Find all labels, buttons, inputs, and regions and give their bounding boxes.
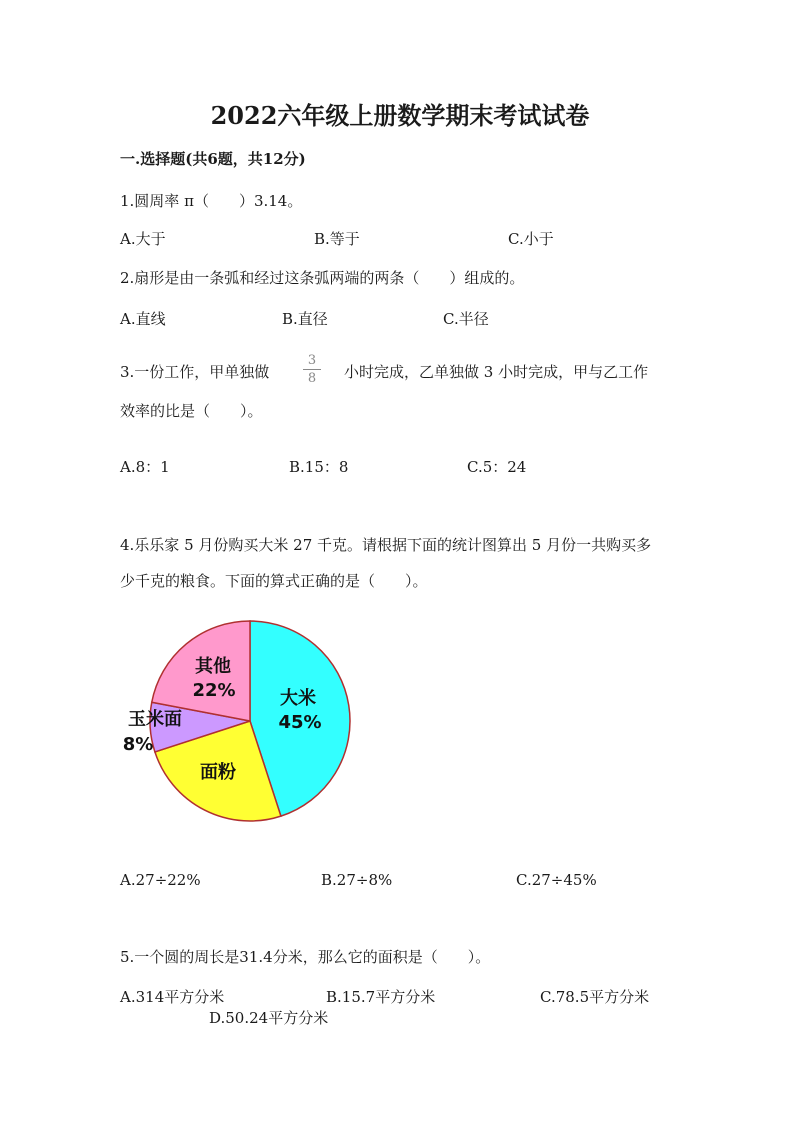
q5-option-d[interactable]: D.50.24平方分米: [209, 1009, 329, 1027]
question-3-part1: 3.一份工作，甲单独做: [120, 363, 270, 381]
pie-label-3: 玉米面: [128, 709, 182, 730]
q5-option-b[interactable]: B.15.7平方分米: [326, 988, 436, 1006]
pie-label-2: 面粉: [200, 762, 236, 783]
q1-option-a[interactable]: A.大于: [120, 230, 166, 248]
q2-option-c[interactable]: C.半径: [443, 310, 489, 328]
q2-option-b[interactable]: B.直径: [282, 310, 328, 328]
q5-option-c[interactable]: C.78.5平方分米: [540, 988, 650, 1006]
q4-option-b[interactable]: B.27÷8%: [321, 871, 393, 889]
q3-option-c[interactable]: C.5：24: [467, 458, 527, 476]
pie-value-label-1: 45%: [278, 712, 322, 733]
question-1: 1.圆周率 π（ ）3.14。: [120, 192, 303, 210]
q2-option-a[interactable]: A.直线: [120, 310, 166, 328]
question-2: 2.扇形是由一条弧和经过这条弧两端的两条（ ）组成的。: [120, 269, 525, 287]
grain-pie-chart: [118, 618, 358, 828]
page-title: 2022六年级上册数学期末考试试卷: [210, 101, 590, 130]
fraction-denominator: 8: [307, 371, 317, 386]
question-3-line2: 效率的比是（ ）。: [120, 402, 263, 420]
question-4-line2: 少千克的粮食。下面的算式正确的是（ ）。: [120, 572, 428, 590]
pie-label-1: 大米: [280, 688, 316, 709]
question-4-line1: 4.乐乐家 5 月份购买大米 27 千克。请根据下面的统计图算出 5 月份一共购买多: [120, 536, 652, 554]
q4-option-a[interactable]: A.27÷22%: [120, 871, 201, 889]
question-5: 5.一个圆的周长是31.4分米，那么它的面积是（ ）。: [120, 948, 491, 966]
section-heading: 一.选择题(共6题，共12分): [120, 150, 306, 168]
question-3-part2: 小时完成，乙单独做 3 小时完成，甲与乙工作: [344, 363, 649, 381]
q5-option-a[interactable]: A.314平方分米: [120, 988, 225, 1006]
pie-label-4: 其他: [195, 656, 231, 677]
q4-option-c[interactable]: C.27÷45%: [516, 871, 597, 889]
q3-option-b[interactable]: B.15：8: [289, 458, 349, 476]
pie-value-label-3: 8%: [122, 734, 154, 755]
q1-option-c[interactable]: C.小于: [508, 230, 554, 248]
pie-value-label-4: 22%: [192, 680, 236, 701]
fraction-numerator: 3: [307, 353, 317, 368]
fraction-bar: [303, 369, 321, 370]
fraction-three-eighths: [302, 354, 322, 385]
q3-option-a[interactable]: A.8：1: [120, 458, 170, 476]
q1-option-b[interactable]: B.等于: [314, 230, 360, 248]
